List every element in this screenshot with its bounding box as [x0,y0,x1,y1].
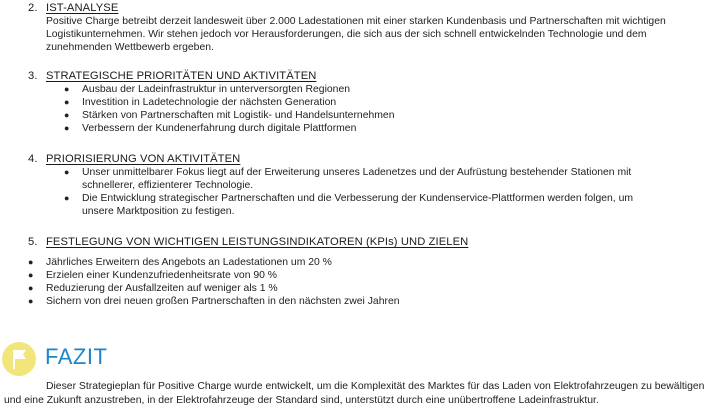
bullet-icon: ● [28,270,34,280]
bullet-list [28,83,713,135]
list-item: ● Investition in Ladetechnologie der nächsten Generation [64,97,337,108]
section-heading [28,2,713,15]
bullet-icon: ● [28,296,34,306]
list-item: ● Erzielen einer Kundenzufriedenheitsrate von 90 % [28,270,278,281]
section-heading [28,236,713,249]
section-priorisierung [28,153,713,218]
fazit-title: FAZIT [45,344,108,369]
section-number: 5. [28,236,38,248]
section-ist-analyse [28,2,713,54]
section-paragraph: Positive Charge betreibt derzeit landesweit über 2.000 Ladestationen mit einer starken Kundenbasis und Partnerschaften mit wichtigen Logistikunternehmen. Wir stehen jedoch vor Herausforderungen, die sich aus der sich schnell entwickelnden Technologie und dem zunehmenden Wettbewerb ergeben. [46,16,666,53]
flag-icon [2,342,36,376]
section-number: 3. [28,70,38,82]
list-item: ● Jährliches Erweitern des Angebots an Ladestationen um 20 % [28,257,332,268]
section-kpis [28,236,713,308]
bullet-icon: ● [28,257,34,267]
bullet-icon: ● [28,283,34,293]
list-item: ● Die Entwicklung strategischer Partnerschaften und die Verbesserung der Kundenservice-Plattformen werden folgen, um unsere Marktposition zu festigen. [64,193,634,217]
bullet-icon: ● [64,167,70,177]
list-item: ● Unser unmittelbarer Fokus liegt auf der Erweiterung unseres Ladenetzes und der Aufrüstung bestehender Stationen mit schnellerer, effizienterer Technologie. [64,167,632,191]
bullet-icon: ● [64,193,70,203]
bullet-list [0,256,713,308]
list-item: ● Stärken von Partnerschaften mit Logistik- und Handelsunternehmen [64,110,395,121]
bullet-icon: ● [64,84,70,94]
bullet-icon: ● [64,97,70,107]
bullet-icon: ● [64,110,70,120]
section-title: STRATEGISCHE PRIORITÄTEN UND AKTIVITÄTEN [46,70,317,82]
list-item: ● Verbessern der Kundenerfahrung durch digitale Plattformen [64,123,357,134]
list-item: ● Ausbau der Ladeinfrastruktur in unterversorgten Regionen [64,84,351,95]
section-heading [28,153,713,166]
section-heading [28,70,713,83]
bullet-icon: ● [64,123,70,133]
list-item: ● Sichern von drei neuen großen Partnerschaften in den nächsten zwei Jahren [28,296,400,307]
section-number: 4. [28,153,38,165]
section-strategische-prioritaeten [28,70,713,135]
section-title: IST-ANALYSE [46,2,119,14]
bullet-list [28,166,658,218]
section-number: 2. [28,2,38,14]
section-title: PRIORISIERUNG VON AKTIVITÄTEN [46,153,241,165]
list-item: ● Reduzierung der Ausfallzeiten auf weniger als 1 % [28,283,278,294]
section-title: FESTLEGUNG VON WICHTIGEN LEISTUNGSINDIKATOREN (KPIs) UND ZIELEN [46,236,469,248]
fazit-paragraph: Dieser Strategieplan für Positive Charge wurde entwickelt, um die Komplexität des Marktes für das Laden von Elektrofahrzeugen zu bewältigen und eine Zukunft anzustreben, in der Elektrofahrzeuge der Standard sind, unterstützt durch eine unübertroffene Ladeinfrastruktur. [4,381,705,406]
